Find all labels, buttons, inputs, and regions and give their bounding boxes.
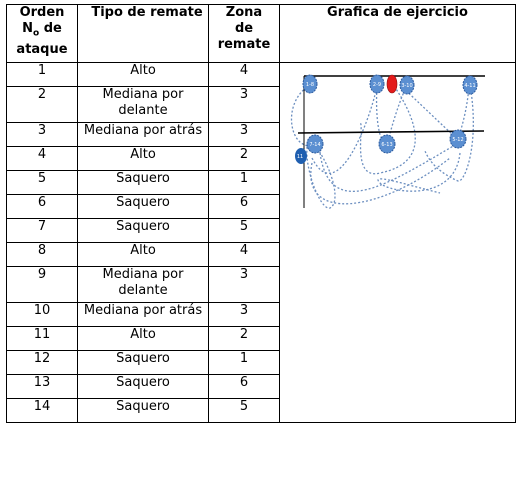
header-zona-line2: de — [234, 21, 254, 36]
cell-orden: 7 — [7, 219, 78, 243]
path-bottom-sweep — [311, 158, 450, 204]
setter-label: 11 — [296, 154, 304, 160]
player-front-mid-right — [400, 76, 414, 94]
header-orden-line2 — [7, 21, 77, 42]
volleyball-court-diagram — [280, 63, 516, 472]
cell-zona: 6 — [209, 375, 280, 399]
ball-marker — [387, 75, 397, 93]
table-row — [7, 63, 516, 87]
player-back-mid — [379, 135, 395, 153]
player-label: 2-9 — [372, 82, 382, 88]
header-orden-n: N — [22, 21, 34, 36]
cell-orden: 5 — [7, 171, 78, 195]
cell-zona: 3 — [209, 87, 280, 123]
cell-tipo: Saquero — [78, 195, 209, 219]
player-label: 7-14 — [309, 142, 321, 148]
cell-tipo: Saquero — [78, 219, 209, 243]
header-zona-line1: Zona — [225, 5, 263, 20]
cell-zona: 4 — [209, 243, 280, 267]
cell-zona: 3 — [209, 267, 280, 303]
player-back-left — [307, 135, 323, 153]
player-front-right — [463, 76, 477, 94]
player-back-right — [450, 130, 466, 148]
path-mid-sweep — [360, 83, 415, 174]
player-label: 3-10 — [401, 83, 413, 89]
header-orden-de: de — [39, 21, 62, 36]
setter — [295, 148, 307, 164]
cell-tipo: Alto — [78, 327, 209, 351]
path-back-left-to-net — [312, 85, 377, 173]
cell-tipo: Mediana por delante — [78, 87, 209, 123]
cell-tipo: Mediana por delante — [78, 267, 209, 303]
cell-orden: 12 — [7, 351, 78, 375]
header-row — [7, 5, 516, 63]
player-label: 6-13 — [381, 142, 393, 148]
cell-orden: 9 — [7, 267, 78, 303]
header-orden-line3: ataque — [16, 41, 68, 57]
cell-orden: 6 — [7, 195, 78, 219]
cell-zona: 1 — [209, 171, 280, 195]
cell-zona: 4 — [209, 63, 280, 87]
cell-zona: 1 — [209, 351, 280, 375]
cell-orden: 13 — [7, 375, 78, 399]
cell-orden: 1 — [7, 63, 78, 87]
grafica-cell — [280, 63, 516, 423]
player-label: 1-8 — [305, 82, 315, 88]
players-layer — [295, 75, 477, 164]
cell-zona: 5 — [209, 399, 280, 423]
cell-orden: 4 — [7, 147, 78, 171]
cell-orden: 11 — [7, 327, 78, 351]
cell-zona: 2 — [209, 327, 280, 351]
cell-tipo: Alto — [78, 243, 209, 267]
cell-tipo: Saquero — [78, 399, 209, 423]
player-front-mid — [370, 75, 384, 93]
cell-orden: 2 — [7, 87, 78, 123]
cell-zona: 3 — [209, 123, 280, 147]
cell-tipo: Alto — [78, 63, 209, 87]
cell-zona: 5 — [209, 219, 280, 243]
cell-tipo: Alto — [78, 147, 209, 171]
cell-orden: 14 — [7, 399, 78, 423]
header-orden — [7, 5, 78, 63]
cell-orden: 8 — [7, 243, 78, 267]
cell-tipo: Saquero — [78, 351, 209, 375]
path-right-to-back — [425, 83, 476, 181]
header-zona-line3: remate — [217, 37, 271, 52]
cell-tipo: Mediana por atrás — [78, 123, 209, 147]
cell-zona: 6 — [209, 195, 280, 219]
header-grafica: Grafica de ejercicio — [280, 5, 516, 63]
player-front-left — [303, 75, 317, 93]
cell-orden: 3 — [7, 123, 78, 147]
attack-table — [6, 4, 516, 423]
header-orden-sub: o — [33, 28, 40, 39]
player-label: 4-11 — [464, 83, 476, 89]
header-tipo: Tipo de remate — [78, 5, 209, 63]
header-orden-line1: Orden — [19, 5, 65, 20]
cell-orden: 10 — [7, 303, 78, 327]
cell-tipo: Saquero — [78, 375, 209, 399]
cell-zona: 3 — [209, 303, 280, 327]
cell-tipo: Saquero — [78, 171, 209, 195]
cell-zona: 2 — [209, 147, 280, 171]
player-label: 5-12 — [452, 137, 464, 143]
header-zona — [209, 5, 280, 63]
attack-table-wrapper — [6, 4, 516, 423]
cell-tipo: Mediana por atrás — [78, 303, 209, 327]
